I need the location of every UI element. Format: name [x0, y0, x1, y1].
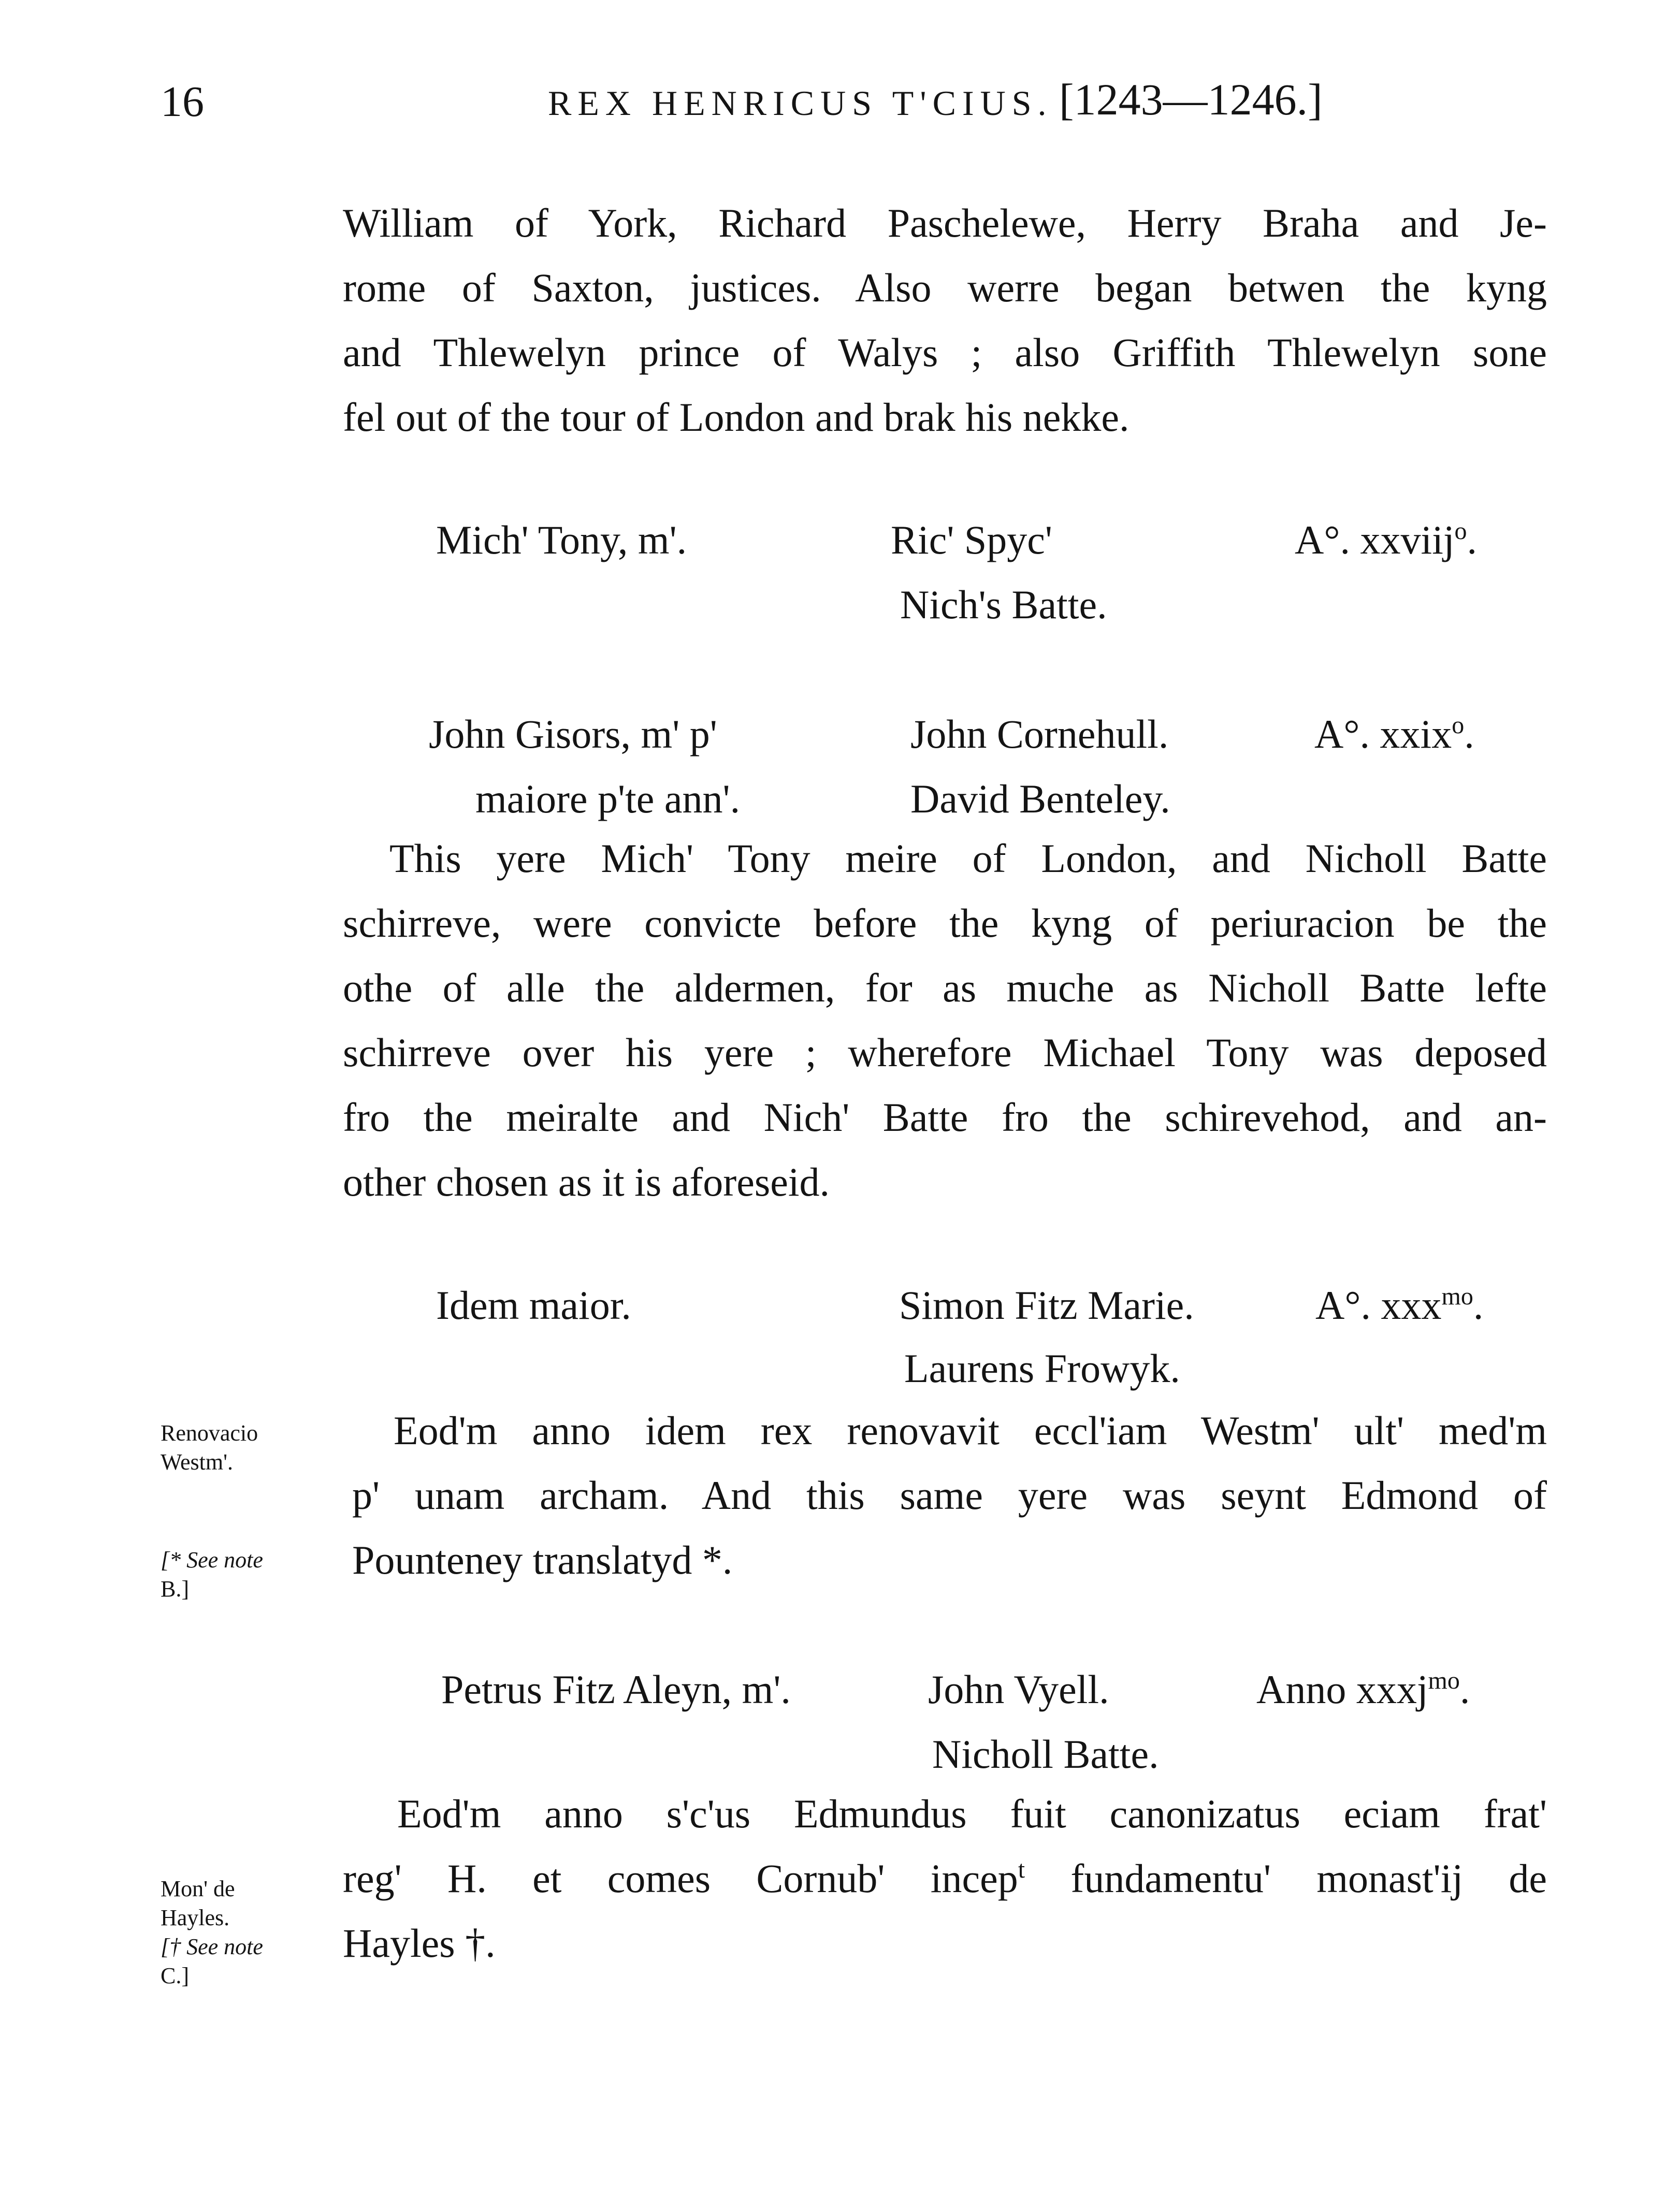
entry-4-mayor: Petrus Fitz Aleyn, m'. — [441, 1667, 791, 1712]
paragraph-line: schirreve over his yere ; wherefore Michael Tony was deposed — [343, 1030, 1547, 1075]
entry-4-sheriff-2: Nicholl Batte. — [932, 1732, 1159, 1777]
entry-4-sheriff-1: John Vyell. — [928, 1667, 1109, 1712]
year-text: Anno xxxj — [1256, 1667, 1428, 1712]
entry-1-mayor: Mich' Tony, m'. — [436, 517, 687, 562]
entry-3-sheriff-2: Laurens Frowyk. — [904, 1346, 1180, 1391]
year-text: A°. xxviij — [1295, 517, 1455, 562]
entry-2-sheriff-2: David Benteley. — [910, 776, 1170, 821]
paragraph-line: William of York, Richard Paschelewe, Herry Braha and Je- — [343, 200, 1547, 245]
margin-note-see-note-b — [161, 1546, 263, 1604]
margin-note-line: Renovacio — [161, 1420, 258, 1446]
entry-4-year — [1256, 1657, 1470, 1722]
margin-note-line: [* See note — [161, 1547, 263, 1573]
paragraph-1 — [343, 191, 1547, 449]
superscript: t — [1018, 1856, 1025, 1883]
paragraph-line: Eod'm anno idem rex renovavit eccl'iam Westm' ult' med'm — [394, 1408, 1547, 1453]
paragraph-line: fel out of the tour of London and brak his nekke. — [343, 395, 1129, 440]
paragraph-line: and Thlewelyn prince of Walys ; also Griffith Thlewelyn sone — [343, 330, 1547, 375]
entry-3-year — [1315, 1273, 1483, 1338]
paragraph-line: reg' H. et comes Cornub' incep$^t$ fundamentu' monast'ij de — [343, 1856, 1547, 1901]
running-years: [1243—1246.] — [1059, 75, 1323, 124]
entry-2-mayor-line-1: John Gisors, m' p' — [429, 711, 717, 757]
paragraph-4 — [343, 1781, 1547, 1975]
margin-note-line: B.] — [161, 1576, 189, 1602]
margin-note-line: [† See note — [161, 1934, 263, 1959]
year-superscript: mo — [1428, 1667, 1460, 1694]
entry-3-sheriff-1: Simon Fitz Marie. — [899, 1283, 1194, 1328]
margin-note-line: Mon' de — [161, 1876, 235, 1901]
year-end: . — [1467, 517, 1478, 562]
year-text: A°. xxix — [1314, 711, 1452, 757]
year-text: A°. xxx — [1315, 1283, 1442, 1328]
year-end: . — [1473, 1283, 1484, 1328]
entry-2-year — [1314, 702, 1474, 766]
entry-1-sheriff-1: Ric' Spyc' — [891, 517, 1052, 562]
paragraph-3 — [352, 1398, 1547, 1592]
entry-3-mayor: Idem maior. — [436, 1283, 631, 1328]
margin-note-hayles — [161, 1874, 263, 1990]
year-superscript: mo — [1441, 1283, 1473, 1310]
paragraph-line: fro the meiralte and Nich' Batte fro the schirevehod, and an- — [343, 1095, 1547, 1140]
year-end: . — [1464, 711, 1474, 757]
year-superscript: o — [1452, 711, 1465, 739]
paragraph-line: schirreve, were convicte before the kyng of periuracion be the — [343, 900, 1547, 946]
page-number: 16 — [161, 78, 204, 126]
paragraph-line: Pounteney translatyd *. — [352, 1537, 733, 1582]
margin-note-line: C.] — [161, 1963, 189, 1988]
year-end: . — [1459, 1667, 1470, 1712]
paragraph-line: othe of alle the aldermen, for as muche as Nicholl Batte lefte — [343, 965, 1547, 1010]
paragraph-line: p' unam archam. And this same yere was seynt Edmond of — [352, 1473, 1547, 1518]
entry-2-sheriff-1: John Cornehull. — [910, 711, 1169, 757]
entry-1-sheriff-2: Nich's Batte. — [900, 582, 1107, 627]
paragraph-line: Hayles †. — [343, 1921, 496, 1966]
paragraph-line: other chosen as it is aforeseid. — [343, 1159, 830, 1204]
running-title: REX HENRICUS T'CIUS. — [548, 83, 1053, 123]
paragraph-line: Eod'm anno s'c'us Edmundus fuit canonizatus eciam frat' — [397, 1791, 1547, 1836]
paragraph-line: rome of Saxton, justices. Also werre began betwen the kyng — [343, 265, 1547, 310]
margin-note-line: Hayles. — [161, 1905, 230, 1930]
paragraph-line: This yere Mich' Tony meire of London, and Nicholl Batte — [389, 836, 1547, 881]
paragraph-2 — [343, 826, 1547, 1214]
margin-note-line: Westm'. — [161, 1449, 234, 1475]
entry-2-mayor-line-2: maiore p'te ann'. — [475, 776, 741, 821]
year-superscript: o — [1454, 517, 1467, 545]
entry-1-year — [1295, 507, 1477, 572]
margin-note-renovacio — [161, 1419, 258, 1477]
